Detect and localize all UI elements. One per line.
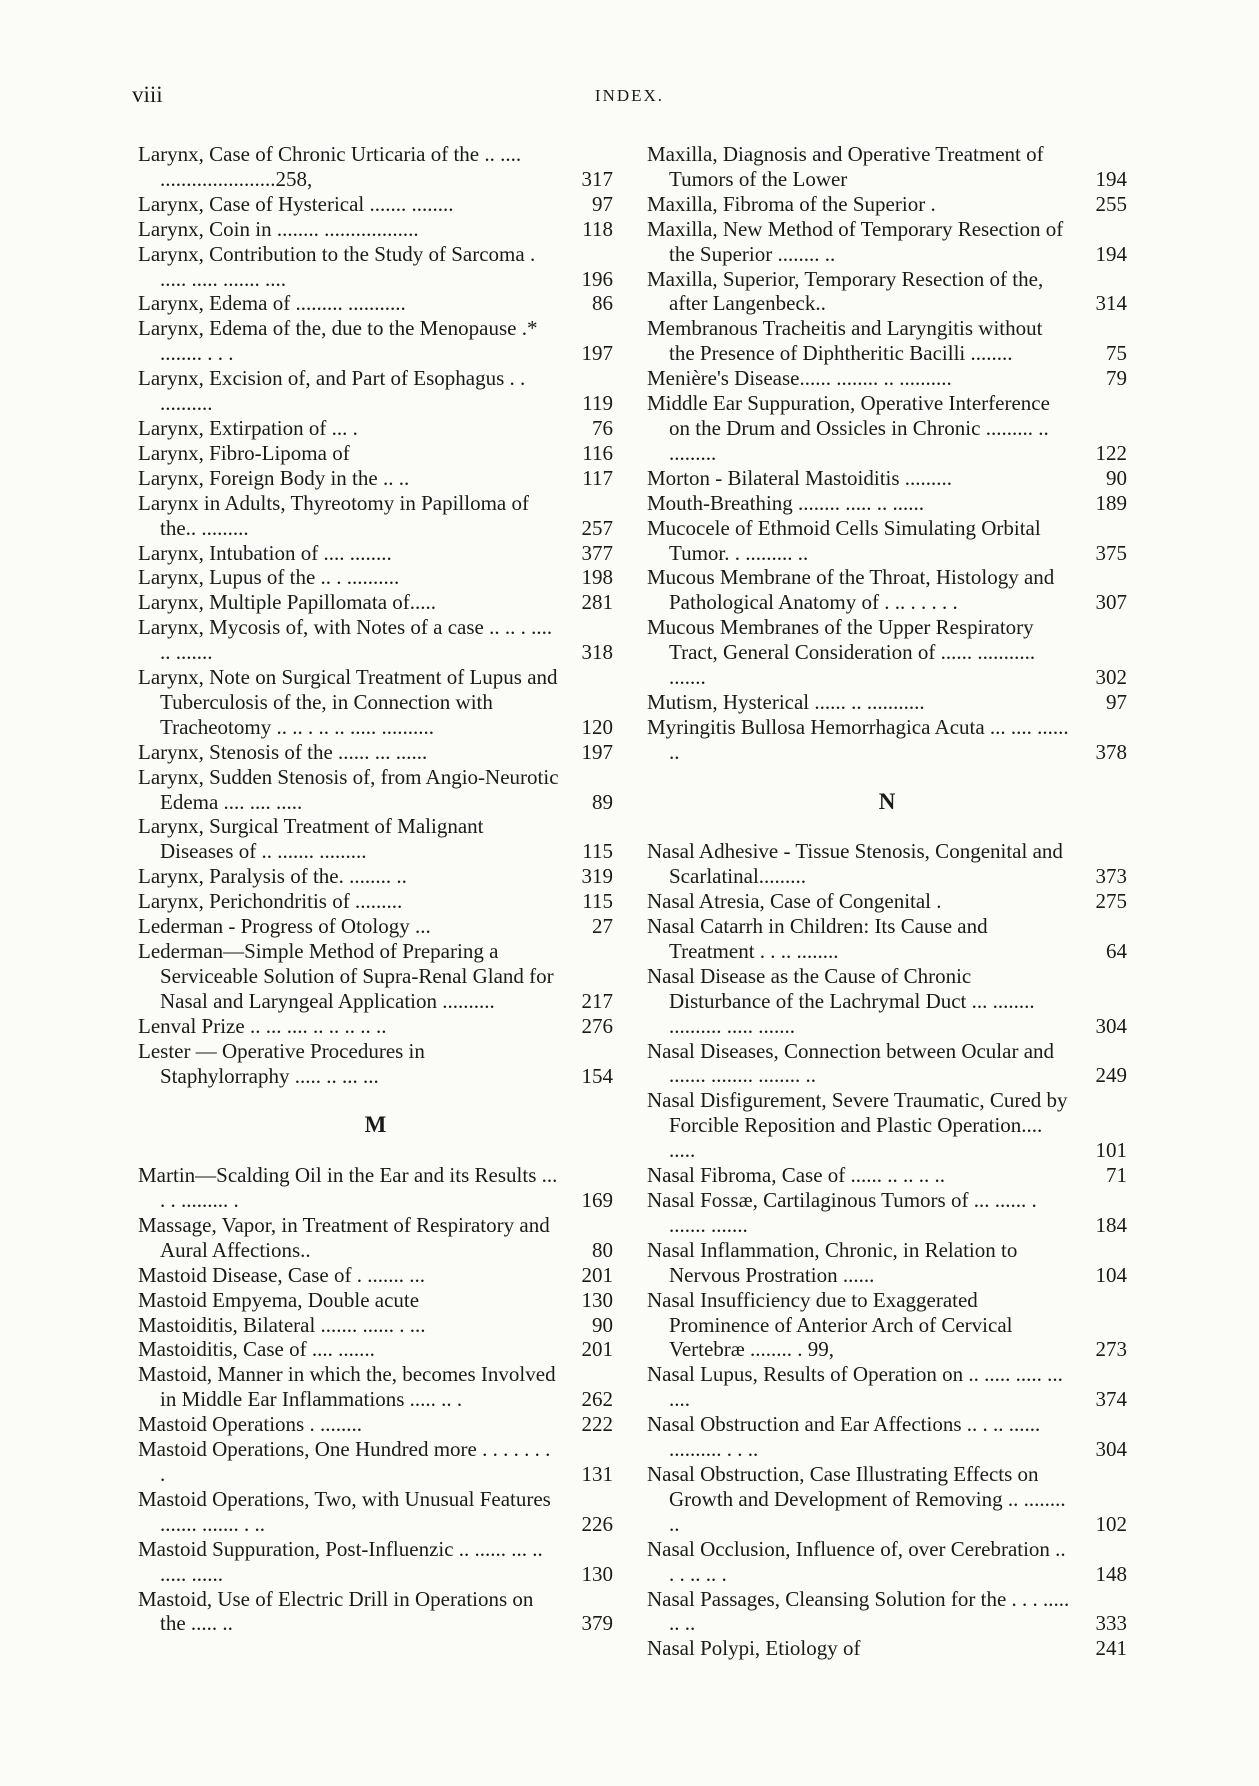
index-entry	[138, 491, 613, 541]
index-entry	[138, 615, 613, 665]
entry-page-number: 76	[592, 415, 613, 440]
index-entry	[138, 939, 613, 1014]
entry-page-number: 379	[581, 1611, 613, 1636]
entry-text: Maxilla, New Method of Temporary Resection of the Superior ........ ..	[647, 216, 1064, 266]
index-entry	[138, 366, 613, 416]
index-entry	[647, 516, 1127, 566]
entry-page-number: 197	[581, 739, 613, 764]
entry-page-number: 119	[582, 391, 613, 416]
entry-page-number: 89	[592, 789, 613, 814]
entry-page-number: 378	[1095, 739, 1127, 764]
entry-text: Mucous Membrane of the Throat, Histology and Pathological Anatomy of . .. . . . . .	[647, 565, 1055, 615]
entry-page-number: 154	[581, 1063, 613, 1088]
index-entry	[647, 1039, 1127, 1089]
entry-page-number: 71	[1106, 1163, 1127, 1188]
index-entry	[138, 242, 613, 292]
entry-text: Mastoid, Manner in which the, becomes Involved in Middle Ear Inflammations ..... .. .	[138, 1362, 556, 1412]
entry-page-number: 375	[1095, 540, 1127, 565]
entry-page-number: 318	[581, 640, 613, 665]
entry-text: Larynx, Lupus of the .. . ..........	[138, 565, 400, 590]
section-letter: N	[878, 788, 896, 814]
entry-text: Larynx, Contribution to the Study of Sarcoma . ..... ..... ....... ....	[138, 241, 536, 291]
index-entry	[138, 441, 613, 466]
entry-text: Nasal Fossæ, Cartilaginous Tumors of ... ...... . ....... .......	[647, 1188, 1037, 1237]
entry-text: Mastoid Operations, One Hundred more . . . . . . . .	[138, 1437, 551, 1486]
entry-page-number: 201	[581, 1337, 613, 1362]
entry-page-number: 281	[581, 590, 613, 615]
entry-text: Middle Ear Suppuration, Operative Interference on the Drum and Ossicles in Chronic ......... .. .........	[647, 391, 1050, 465]
entry-page-number: 169	[581, 1188, 613, 1213]
entry-page-number: 333	[1095, 1611, 1127, 1636]
entry-page-number: 101	[1095, 1138, 1127, 1163]
entry-page-number: 319	[581, 864, 613, 889]
index-entry	[647, 192, 1127, 217]
entry-text: Larynx, Fibro-Lipoma of	[138, 440, 350, 465]
index-entry	[647, 267, 1127, 317]
entry-text: Larynx, Paralysis of the. ........ ..	[138, 864, 407, 889]
entry-page-number: 115	[582, 839, 613, 864]
entry-text: Nasal Lupus, Results of Operation on .. ..... ..... ... ....	[647, 1362, 1063, 1412]
entry-page-number: 104	[1095, 1262, 1127, 1287]
right-column	[647, 142, 1127, 1661]
entry-text: Nasal Disfigurement, Severe Traumatic, Cured by Forcible Reposition and Plastic Operation.... .....	[647, 1088, 1068, 1163]
entry-text: Lederman—Simple Method of Preparing a Serviceable Solution of Supra-Renal Gland for Nasal and Laryngeal Application ..........	[138, 939, 554, 1013]
entry-page-number: 27	[592, 914, 613, 939]
entry-page-number: 102	[1095, 1511, 1127, 1536]
entry-text: Mastoid Operations, Two, with Unusual Features ....... ....... . ..	[138, 1486, 551, 1536]
index-entry	[647, 366, 1127, 391]
index-entry	[138, 1163, 613, 1213]
section-gap	[138, 1138, 613, 1163]
index-entry	[647, 1587, 1127, 1637]
entry-page-number: 307	[1095, 590, 1127, 615]
index-entry	[138, 1313, 613, 1338]
entry-text: Nasal Adhesive - Tissue Stenosis, Congenital and Scarlatinal.........	[647, 839, 1063, 889]
index-entry	[138, 1337, 613, 1362]
entry-text: Mastoid Operations . ........	[138, 1412, 362, 1437]
entry-text: Larynx, Case of Hysterical ....... ........	[138, 191, 454, 216]
entry-page-number: 302	[1095, 665, 1127, 690]
entry-text: Martin—Scalding Oil in the Ear and its Results ... . . ......... .	[138, 1163, 558, 1213]
entry-text: Nasal Inflammation, Chronic, in Relation to Nervous Prostration ......	[647, 1237, 1018, 1287]
entry-page-number: 130	[581, 1561, 613, 1586]
index-entry	[138, 740, 613, 765]
entry-text: Nasal Obstruction, Case Illustrating Effects on Growth and Development of Removing .. ........ ..	[647, 1461, 1066, 1536]
entry-text: Nasal Polypi, Etiology of	[647, 1636, 861, 1661]
entry-text: Mucous Membranes of the Upper Respiratory Tract, General Consideration of ...... ........... .......	[647, 615, 1036, 690]
entry-page-number: 373	[1095, 864, 1127, 889]
entry-text: Larynx, Surgical Treatment of Malignant Diseases of .. ....... .........	[138, 814, 484, 864]
entry-page-number: 80	[592, 1237, 613, 1262]
index-entry	[647, 690, 1127, 715]
entry-text: Nasal Passages, Cleansing Solution for the . . . ..... .. ..	[647, 1586, 1070, 1636]
entry-page-number: 217	[581, 988, 613, 1013]
entry-page-number: 201	[581, 1262, 613, 1287]
entry-page-number: 304	[1095, 1013, 1127, 1038]
entry-page-number: 194	[1095, 166, 1127, 191]
entry-text: Larynx in Adults, Thyreotomy in Papilloma of the.. .........	[138, 490, 529, 540]
entry-page-number: 194	[1095, 241, 1127, 266]
index-entry	[138, 1412, 613, 1437]
entry-text: Mastoid Disease, Case of . ....... ...	[138, 1262, 425, 1287]
entry-page-number: 317	[581, 166, 613, 191]
index-entry	[138, 914, 613, 939]
entry-page-number: 198	[581, 565, 613, 590]
entry-page-number: 273	[1095, 1337, 1127, 1362]
entry-text: Nasal Occlusion, Influence of, over Cerebration .. . . .. .. .	[647, 1536, 1066, 1586]
entry-page-number: 86	[592, 291, 613, 316]
index-entry	[138, 1039, 613, 1089]
entry-page-number: 75	[1106, 341, 1127, 366]
entry-page-number: 64	[1106, 938, 1127, 963]
entry-text: Lester — Operative Procedures in Staphylorraphy ..... .. ... ...	[138, 1038, 425, 1088]
entry-text: Mastoiditis, Bilateral ....... ...... . ...	[138, 1312, 426, 1337]
index-entry	[138, 590, 613, 615]
entry-page-number: 276	[581, 1013, 613, 1038]
page-title: INDEX.	[594, 86, 665, 105]
entry-text: Larynx, Excision of, and Part of Esophagus . . ..........	[138, 366, 526, 416]
entry-text: Larynx, Edema of ......... ...........	[138, 291, 406, 316]
index-entry	[647, 1163, 1127, 1188]
entry-page-number: 262	[581, 1387, 613, 1412]
index-entry	[138, 1537, 613, 1587]
entry-text: Mutism, Hysterical ...... .. ...........	[647, 689, 925, 714]
index-entry	[647, 316, 1127, 366]
entry-page-number: 241	[1095, 1636, 1127, 1661]
entry-text: Nasal Fibroma, Case of ...... .. .. .. ..	[647, 1163, 946, 1188]
entry-page-number: 374	[1095, 1387, 1127, 1412]
entry-page-number: 118	[582, 216, 613, 241]
entry-text: Membranous Tracheitis and Laryngitis without the Presence of Diphtheritic Bacilli ........	[647, 316, 1043, 366]
entry-page-number: 226	[581, 1511, 613, 1536]
index-entry	[647, 1462, 1127, 1537]
index-entry	[138, 541, 613, 566]
index-entry	[647, 1288, 1127, 1363]
section-letter: M	[364, 1112, 387, 1138]
index-entry	[138, 466, 613, 491]
index-entry	[647, 1088, 1127, 1163]
entry-text: Larynx, Case of Chronic Urticaria of the .. .... ......................258,	[138, 142, 522, 191]
entry-text: Nasal Obstruction and Ear Affections .. . .. ...... .......... . . ..	[647, 1412, 1041, 1462]
entry-text: Maxilla, Fibroma of the Superior .	[647, 191, 936, 216]
entry-text: Nasal Catarrh in Children: Its Cause and Treatment . . .. ........	[647, 914, 988, 963]
index-entry	[138, 665, 613, 740]
left-column	[138, 142, 613, 1636]
entry-page-number: 196	[581, 266, 613, 291]
index-entry	[138, 1213, 613, 1263]
entry-text: Mastoid, Use of Electric Drill in Operations on the ..... ..	[138, 1586, 534, 1636]
entry-text: Larynx, Mycosis of, with Notes of a case .. .. . .... .. .......	[138, 615, 553, 665]
index-entry	[138, 765, 613, 815]
index-entry	[647, 1412, 1127, 1462]
index-entry	[138, 217, 613, 242]
entry-page-number: 97	[1106, 689, 1127, 714]
index-entry	[138, 316, 613, 366]
entry-text: Larynx, Sudden Stenosis of, from Angio-Neurotic Edema .... .... .....	[138, 764, 559, 814]
index-entry	[647, 889, 1127, 914]
entry-page-number: 377	[581, 540, 613, 565]
entry-page-number: 130	[581, 1287, 613, 1312]
entry-text: Mastoid Suppuration, Post-Influenzic .. ...... ... .. ..... ......	[138, 1536, 543, 1586]
entry-text: Menière's Disease...... ........ .. ..........	[647, 366, 952, 391]
index-entry	[647, 1537, 1127, 1587]
index-entry	[647, 491, 1127, 516]
entry-page-number: 120	[581, 714, 613, 739]
index-entry	[138, 1263, 613, 1288]
index-entry	[138, 889, 613, 914]
entry-text: Mastoid Empyema, Double acute	[138, 1287, 420, 1312]
entry-page-number: 275	[1095, 889, 1127, 914]
index-entry	[138, 565, 613, 590]
index-entry	[647, 1238, 1127, 1288]
entry-page-number: 197	[581, 341, 613, 366]
index-entry	[647, 466, 1127, 491]
section-gap	[647, 765, 1127, 790]
entry-text: Larynx, Intubation of .... ........	[138, 540, 392, 565]
entry-text: Larynx, Extirpation of ... .	[138, 415, 358, 440]
entry-text: Maxilla, Superior, Temporary Resection of the, after Langenbeck..	[647, 266, 1044, 316]
index-entry	[138, 1362, 613, 1412]
entry-page-number: 255	[1095, 191, 1127, 216]
index-entry	[138, 1437, 613, 1487]
entry-text: Maxilla, Diagnosis and Operative Treatment of Tumors of the Lower	[647, 142, 1044, 191]
entry-text: Mouth-Breathing ........ ..... .. ......	[647, 490, 925, 515]
index-entry	[138, 1288, 613, 1313]
entry-page-number: 257	[581, 515, 613, 540]
page-number: viii	[132, 82, 163, 107]
entry-text: Larynx, Coin in ........ ..................	[138, 216, 419, 241]
index-entry	[647, 391, 1127, 466]
entry-text: Mucocele of Ethmoid Cells Simulating Orbital Tumor. . ......... ..	[647, 515, 1041, 565]
entry-text: Nasal Atresia, Case of Congenital .	[647, 889, 942, 914]
index-entry	[138, 1487, 613, 1537]
entry-text: Lederman - Progress of Otology ...	[138, 914, 431, 939]
index-entry	[647, 615, 1127, 690]
entry-text: Larynx, Edema of the, due to the Menopause .* ........ . . .	[138, 316, 538, 366]
index-entry	[647, 914, 1127, 964]
entry-page-number: 116	[582, 440, 613, 465]
index-entry	[647, 142, 1127, 192]
entry-page-number: 90	[1106, 465, 1127, 490]
index-entry	[138, 142, 613, 192]
index-entry	[138, 864, 613, 889]
index-entry	[647, 565, 1127, 615]
entry-page-number: 304	[1095, 1437, 1127, 1462]
entry-text: Myringitis Bullosa Hemorrhagica Acuta ... .... ...... ..	[647, 714, 1069, 764]
entry-page-number: 314	[1095, 291, 1127, 316]
entry-page-number: 148	[1095, 1561, 1127, 1586]
entry-text: Nasal Disease as the Cause of Chronic Disturbance of the Lachrymal Duct ... ........ .......... ..... .......	[647, 963, 1035, 1038]
entry-text: Mastoiditis, Case of .... .......	[138, 1337, 375, 1362]
index-entry	[138, 1014, 613, 1039]
section-gap	[647, 814, 1127, 839]
entry-page-number: 249	[1095, 1063, 1127, 1088]
index-entry	[647, 1362, 1127, 1412]
index-entry	[138, 192, 613, 217]
entry-text: Larynx, Multiple Papillomata of.....	[138, 590, 437, 615]
index-entry	[138, 416, 613, 441]
entry-page-number: 117	[582, 465, 613, 490]
entry-text: Larynx, Foreign Body in the .. ..	[138, 465, 410, 490]
index-entry	[647, 715, 1127, 765]
section-gap	[138, 1088, 613, 1113]
entry-text: Morton - Bilateral Mastoiditis .........	[647, 465, 953, 490]
entry-text: Larynx, Perichondritis of .........	[138, 889, 403, 914]
entry-page-number: 122	[1095, 440, 1127, 465]
entry-page-number: 79	[1106, 366, 1127, 391]
index-entry	[138, 814, 613, 864]
index-entry	[647, 1636, 1127, 1661]
index-entry	[647, 217, 1127, 267]
entry-text: Larynx, Stenosis of the ...... ... ......	[138, 739, 428, 764]
entry-page-number: 189	[1095, 490, 1127, 515]
entry-text: Nasal Diseases, Connection between Ocular and ....... ........ ........ ..	[647, 1038, 1055, 1088]
entry-page-number: 184	[1095, 1212, 1127, 1237]
index-entry	[138, 1587, 613, 1637]
index-entry	[138, 291, 613, 316]
entry-text: Larynx, Note on Surgical Treatment of Lupus and Tuberculosis of the, in Connection with Tracheotomy .. .. . .. .. ..... ..........	[138, 665, 558, 739]
entry-page-number: 90	[592, 1312, 613, 1337]
entry-text: Massage, Vapor, in Treatment of Respiratory and Aural Affections..	[138, 1212, 550, 1262]
index-entry	[647, 1188, 1127, 1238]
index-entry	[647, 964, 1127, 1039]
entry-text: Lenval Prize .. ... .... .. .. .. .. ..	[138, 1013, 387, 1038]
entry-page-number: 222	[581, 1412, 613, 1437]
index-entry	[647, 839, 1127, 889]
entry-page-number: 97	[592, 191, 613, 216]
entry-page-number: 131	[581, 1461, 613, 1486]
entry-text: Nasal Insufficiency due to Exaggerated Prominence of Anterior Arch of Cervical Vertebræ ........ . 99,	[647, 1287, 1013, 1362]
entry-page-number: 115	[582, 889, 613, 914]
